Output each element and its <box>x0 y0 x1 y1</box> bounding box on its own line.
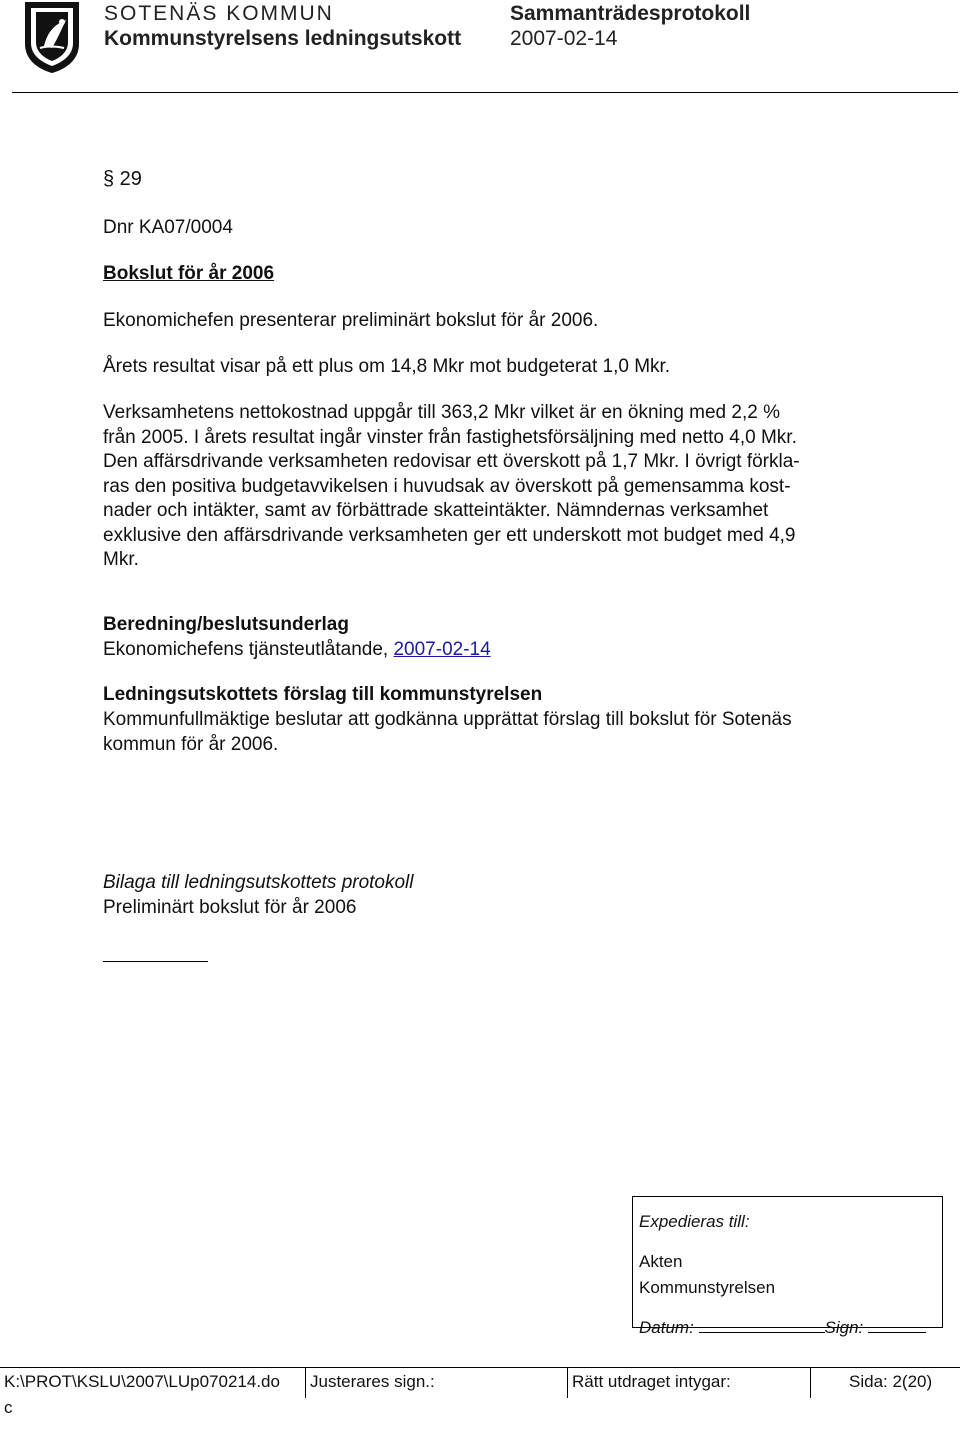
committee-name: Kommunstyrelsens ledningsutskott <box>104 27 462 50</box>
diary-number: Dnr KA07/0004 <box>103 217 233 238</box>
paragraph-line: Verksamhetens nettokostnad uppgår till 363,2 Mkr vilket är en ökning med 2,2 % <box>103 402 780 423</box>
datum-sign-row <box>639 1315 942 1341</box>
attachment-title: Preliminärt bokslut för år 2006 <box>103 897 357 918</box>
file-path-line: c <box>4 1398 13 1417</box>
section-title: Bokslut för år 2006 <box>103 263 275 284</box>
beredning-date-link[interactable]: 2007-02-14 <box>393 639 491 660</box>
paragraph-result: Årets resultat visar på ett plus om 14,8 Mkr mot budgeterat 1,0 Mkr. <box>103 356 671 377</box>
signature-rule <box>103 961 208 962</box>
paragraph-details <box>103 401 903 573</box>
distribution-box <box>632 1196 943 1337</box>
sign-blank[interactable] <box>868 1316 926 1333</box>
section-number: § 29 <box>103 168 142 190</box>
footer-file-path <box>4 1369 304 1433</box>
beredning-line <box>103 638 491 663</box>
distribution-heading: Expedieras till: <box>639 1212 750 1231</box>
file-path-line: K:\PROT\KSLU\2007\LUp070214.do <box>4 1372 280 1391</box>
footer-justerares: Justerares sign.: <box>310 1372 435 1391</box>
beredning-text: Ekonomichefens tjänsteutlåtande, <box>103 639 394 660</box>
paragraph-line: från 2005. I årets resultat ingår vinster från fastighetsförsäljning med netto 4,0 Mkr. <box>103 426 797 448</box>
proposal-heading: Ledningsutskottets förslag till kommunstyrelsen <box>103 684 543 705</box>
paragraph-line: ras den positiva budgetavvikelsen i huvudsak av överskott på gemensamma kost- <box>103 475 791 497</box>
municipal-coat-of-arms-icon <box>22 0 82 74</box>
attachment-label: Bilaga till ledningsutskottets protokoll <box>103 872 414 893</box>
footer-page-number: Sida: 2(20) <box>849 1372 933 1391</box>
meeting-date: 2007-02-14 <box>510 27 618 50</box>
paragraph-presentation: Ekonomichefen presenterar preliminärt bokslut för år 2006. <box>103 310 599 331</box>
paragraph-line: Kommunfullmäktige beslutar att godkänna upprättat förslag till bokslut för Sotenäs <box>103 709 792 730</box>
paragraph-line: Den affärsdrivande verksamheten redovisar ett överskott på 1,7 Mkr. I övrigt förkla- <box>103 451 800 472</box>
proposal-text <box>103 708 903 757</box>
document-type: Sammanträdesprotokoll <box>510 2 751 25</box>
footer-divider <box>0 1367 960 1368</box>
paragraph-line: kommun för år 2006. <box>103 733 279 755</box>
paragraph-line: Mkr. <box>103 549 139 570</box>
footer-intygar: Rätt utdraget intygar: <box>572 1372 731 1391</box>
sign-label: Sign: <box>824 1318 864 1337</box>
distribution-recipient: Akten <box>639 1252 683 1271</box>
distribution-recipient: Kommunstyrelsen <box>639 1278 776 1297</box>
beredning-heading: Beredning/beslutsunderlag <box>103 614 349 635</box>
municipality-name: SOTENÄS KOMMUN <box>104 2 334 25</box>
paragraph-line: nader och intäkter, samt av förbättrade skatteintäkter. Nämndernas verksamhet <box>103 500 769 521</box>
datum-label: Datum: <box>639 1318 694 1337</box>
paragraph-line: exklusive den affärsdrivande verksamheten ger ett underskott mot budget med 4,9 <box>103 524 796 546</box>
header-divider <box>12 92 958 93</box>
datum-blank[interactable] <box>699 1316 825 1333</box>
